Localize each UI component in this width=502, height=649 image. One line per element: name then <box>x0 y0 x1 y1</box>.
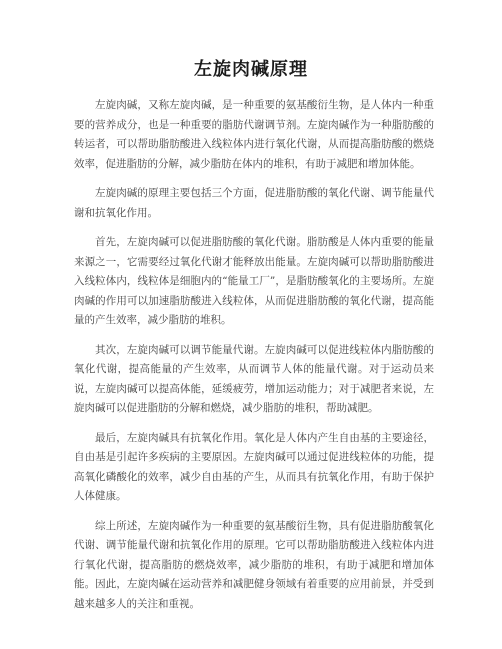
paragraph-antioxidant: 最后，左旋肉碱具有抗氧化作用。氧化是人体内产生自由基的主要途径，自由基是引起许多疾病的主要原因。左旋肉碱可以通过促进线粒体的功能，提高氧化磷酸化的效率，减少自由基的产生，从而具有抗氧化作用，有助于保护人体健康。 <box>74 431 434 502</box>
paragraph-energy-metabolism: 其次，左旋肉碱可以调节能量代谢。左旋肉碱可以促进线粒体内脂肪酸的氧化代谢，提高能量的产生效率，从而调节人体的能量代谢。对于运动员来说，左旋肉碱可以提高体能，延缓疲劳，增加运动能力；对于减肥者来说，左旋肉碱可以促进脂肪的分解和燃烧，减少脂肪的堆积，帮助减肥。 <box>74 343 434 414</box>
paragraph-intro: 左旋肉碱，又称左旋肉碱，是一种重要的氨基酸衍生物，是人体内一种重要的营养成分，也是一种重要的脂肪代谢调节剂。左旋肉碱作为一种脂肪酸的转运者，可以帮助脂肪酸进入线粒体内进行氧化代谢，从而提高脂肪酸的燃烧效率，促进脂肪的分解，减少脂肪在体内的堆积，有助于减肥和增加体能。 <box>74 99 434 170</box>
paragraph-fatty-acid-oxidation: 首先，左旋肉碱可以促进脂肪酸的氧化代谢。脂肪酸是人体内重要的能量来源之一，它需要经过氧化代谢才能释放出能量。左旋肉碱可以帮助脂肪酸进入线粒体内，线粒体是细胞内的“能量工厂”，是脂肪酸氧化的主要场所。左旋肉碱的作用可以加速脂肪酸进入线粒体，从而促进脂肪酸的氧化代谢，提高能量的产生效率，减少脂肪的堆积。 <box>74 236 434 326</box>
paragraph-overview: 左旋肉碱的原理主要包括三个方面，促进脂肪酸的氧化代谢、调节能量代谢和抗氧化作用。 <box>74 187 434 219</box>
page-title: 左旋肉碱原理 <box>194 59 308 80</box>
paragraph-conclusion: 综上所述，左旋肉碱作为一种重要的氨基酸衍生物，具有促进脂肪酸氧化代谢、调节能量代谢和抗氧化作用的原理。它可以帮助脂肪酸进入线粒体内进行氧化代谢，提高脂肪的燃烧效率，减少脂肪的堆积，有助于减肥和增加体能。因此，左旋肉碱在运动营养和减肥健身领域有着重要的应用前景，并受到越来越多人的关注和重视。 <box>74 519 434 610</box>
document-body <box>74 96 434 624</box>
